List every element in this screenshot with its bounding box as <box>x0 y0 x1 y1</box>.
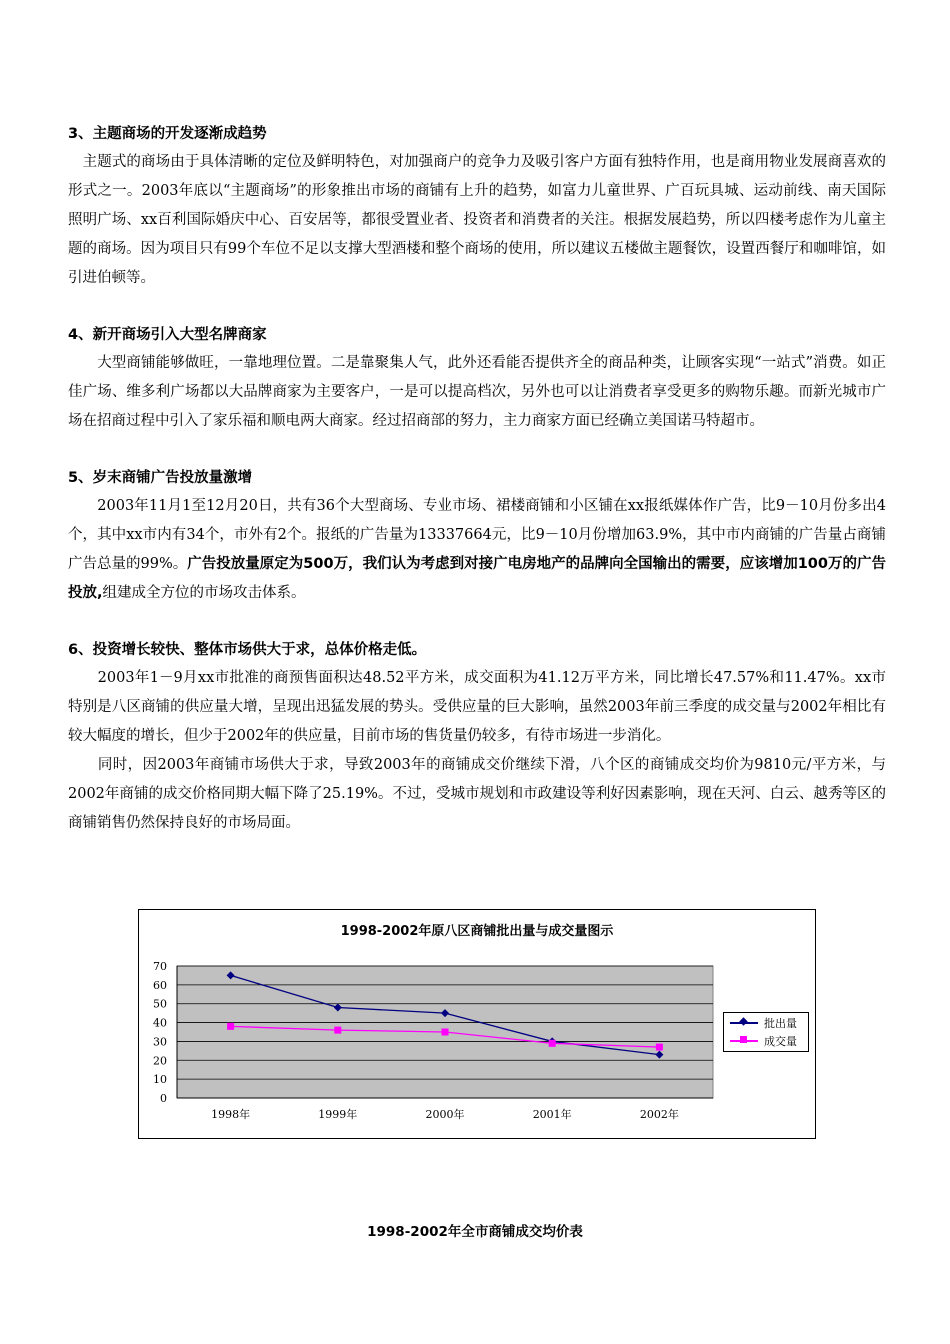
section-paragraph <box>68 492 886 608</box>
x-tick-label: 1999年 <box>318 1108 358 1121</box>
section-heading: 5、岁末商铺广告投放量激增 <box>68 470 253 486</box>
x-tick-label: 2001年 <box>532 1108 572 1121</box>
x-tick-label: 1998年 <box>211 1108 251 1121</box>
document-body <box>68 120 886 838</box>
chart-plot <box>139 910 815 1138</box>
x-tick-label: 2002年 <box>639 1108 679 1121</box>
chart-legend <box>723 1012 809 1052</box>
square-marker-icon <box>740 1036 747 1043</box>
legend-label: 批出量 <box>764 1017 797 1030</box>
bold-statement: 广告投放量原定为500万，我们认为考虑到对接广电房地产的品牌向全国输出的需要，应该增加100万的广告投放, <box>68 556 886 601</box>
legend-label: 成交量 <box>764 1035 797 1048</box>
x-tick-label: 2000年 <box>425 1108 465 1121</box>
section-paragraph: 主题式的商场由于具体清晰的定位及鲜明特色，对加强商户的竞争力及吸引客户方面有独特作用，也是商用物业发展商喜欢的形式之一。2003年底以“主题商场”的形象推出市场的商铺有上升的趋势，如富力儿童世界、广百玩具城、运动前线、南天国际照明广场、xx百利国际婚庆中心、百安居等，都很受置业者、投资者和消费者的关注。根据发展趋势，所以四楼考虑作为儿童主题的商场。因为项目只有99个车位不足以支撑大型酒楼和整个商场的使用，所以建议五楼做主题餐饮，设置西餐厅和咖啡馆，如引进伯顿等。 <box>68 154 886 286</box>
y-tick-label: 70 <box>153 960 167 973</box>
chart-title: 1998-2002年原八区商铺批出量与成交量图示 <box>340 924 614 939</box>
data-point <box>442 1029 449 1036</box>
data-point <box>227 1023 234 1030</box>
data-point <box>549 1040 556 1047</box>
paragraph-text: 2003年11月1至12月20日，共有36个大型商场、专业市场、裙楼商铺和小区铺在xx报纸媒体作广告，比9－10月份多出4个，其中xx市内有34个，市外有2个。报纸的广告量为13337664元，比9－10月份增加63.9%，其中市内商铺的广告量占商铺广告总量的99%。 <box>68 498 886 572</box>
paragraph-tail: 组建成全方位的市场攻击体系。 <box>102 585 306 601</box>
data-point <box>656 1044 663 1051</box>
legend-item <box>724 1014 808 1032</box>
section-paragraph: 2003年1－9月xx市批准的商预售面积达48.52平方米，成交面积为41.12万平方米，同比增长47.57%和11.47%。xx市特别是八区商铺的供应量大增，呈现出迅猛发展的势头。受供应量的巨大影响，虽然2003年前三季度的成交量与2002年相比有较大幅度的增长，但少于2002年的供应量，目前市场的售货量仍较多，有待市场进一步消化。 <box>68 670 887 744</box>
y-tick-label: 30 <box>153 1035 167 1049</box>
section-heading: 4、新开商场引入大型名牌商家 <box>68 327 267 343</box>
section-paragraph: 大型商铺能够做旺，一靠地理位置。二是靠聚集人气，此外还看能否提供齐全的商品种类，让顾客实现“一站式”消费。如正佳广场、维多利广场都以大品牌商家为主要客户，一是可以提高档次，另外也可以让消费者享受更多的购物乐趣。而新光城市广场在招商过程中引入了家乐福和顺电两大商家。经过招商部的努力，主力商家方面已经确立美国诺马特超市。 <box>68 355 886 429</box>
y-tick-label: 60 <box>153 978 167 992</box>
y-tick-label: 40 <box>153 1016 167 1030</box>
y-tick-label: 50 <box>153 997 167 1011</box>
table-title: 1998-2002年全市商铺成交均价表 <box>367 1224 583 1240</box>
section-heading: 3、主题商场的开发逐渐成趋势 <box>68 126 267 142</box>
diamond-marker-icon <box>739 1017 747 1025</box>
section-paragraph: 同时，因2003年商铺市场供大于求，导致2003年的商铺成交价继续下滑，八个区的商铺成交均价为9810元/平方米，与2002年商铺的成交价格同期大幅下降了25.19%。不过，受城市规划和市政建设等利好因素影响，现在天河、白云、越秀等区的商铺销售仍然保持良好的市场局面。 <box>68 757 886 831</box>
section-heading: 6、投资增长较快、整体市场供大于求，总体价格走低。 <box>68 642 427 658</box>
legend-item <box>724 1032 808 1050</box>
y-tick-label: 20 <box>153 1054 167 1068</box>
data-point <box>334 1027 341 1034</box>
y-tick-label: 10 <box>153 1073 167 1087</box>
y-tick-label: 0 <box>160 1092 167 1105</box>
line-chart <box>138 909 816 1139</box>
